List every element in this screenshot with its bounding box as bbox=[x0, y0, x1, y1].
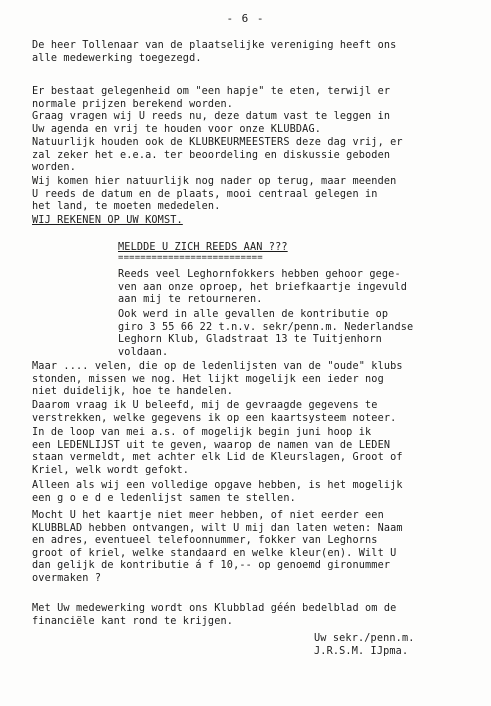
page-number: - 6 - bbox=[226, 12, 265, 25]
paragraph-local-association: De heer Tollenaar van de plaatselijke vereniging heeft ons alle medewerking toegezegd. bbox=[32, 40, 397, 64]
paragraph-member-list: In de loop van mei a.s. of mogelijk begin juni hoop ik een LEDENLIJST uit te geven, waarop de namen van de LEDEN staan vermeldt, met achter elk Lid de Kleurslagen, Groot of Kriel, welk wordt gefokt. bbox=[32, 427, 403, 476]
paragraph-save-date: Graag vragen wij U reeds nu, deze datum vast te leggen in Uw agenda en vrij te houden voor onze KLUBDAG. bbox=[32, 111, 391, 135]
paragraph-complete-list: Alleen als wij een volledige opgave hebben, is het mogelijk een g o e d e ledenlijst samen te stellen. bbox=[32, 480, 403, 504]
heading-count-on-you: WIJ REKENEN OP UW KOMST. bbox=[32, 215, 183, 226]
paragraph-food: Er bestaat gelegenheid om "een hapje" te eten, terwijl er normale prijzen berekend worden. bbox=[32, 86, 391, 110]
signature: Uw sekr./penn.m. J.R.S.M. IJpma. bbox=[314, 633, 415, 657]
paragraph-missing-members: Maar .... velen, die op de ledenlijsten van de "oude" klubs stonden, missen we nog. Het lijkt mogelijk een ieder nog niet duidelijk, hoe te handelen. bbox=[32, 361, 403, 398]
callout-rule: ========================== bbox=[118, 253, 263, 263]
paragraph-cooperation: Met Uw medewerking wordt ons Klubblad géén bedelblad om de financiële kant rond te krijgen. bbox=[32, 603, 397, 627]
paragraph-more-info: Wij komen hier natuurlijk nog nader op terug, maar meenden U reeds de datum en de plaats, mooi centraal gelegen in het land, te moeten mededelen. bbox=[32, 176, 397, 213]
callout-paragraph-contribution: Ook werd in alle gevallen de kontributie op giro 3 55 66 22 t.n.v. sekr/penn.m. Nederlandse Leghorn Klub, Gladstraat 13 te Tuitjenhorn voldaan. bbox=[118, 309, 414, 358]
paragraph-request-data: Daarom vraag ik U beleefd, mij de gevraagde gegevens te verstrekken, welke gegevens ik op een kaartsysteem noteer. bbox=[32, 400, 397, 424]
callout-title: MELDDE U ZICH REEDS AAN ??? bbox=[118, 242, 288, 253]
paragraph-judges: Natuurlijk houden ook de KLUBKEURMEESTERS deze dag vrij, er zal zeker het e.e.a. ter beoordeling en diskussie geboden worden. bbox=[32, 137, 403, 174]
callout-paragraph-registrations: Reeds veel Leghornfokkers hebben gehoor gege- ven aan onze oproep, het briefkaartje ingevuld aan mij te retourneren. bbox=[118, 269, 408, 306]
paragraph-no-card: Mocht U het kaartje niet meer hebben, of niet eerder een KLUBBLAD hebben ontvangen, wilt U mij dan laten weten: Naam en adres, eventueel telefoonnummer, fokker van Leghorns groot of kriel, welke standaard en welke kleur(en). Wilt U dan gelijk de kontributie á f 10,-- op genoemd gironummer overmaken ? bbox=[32, 510, 403, 584]
